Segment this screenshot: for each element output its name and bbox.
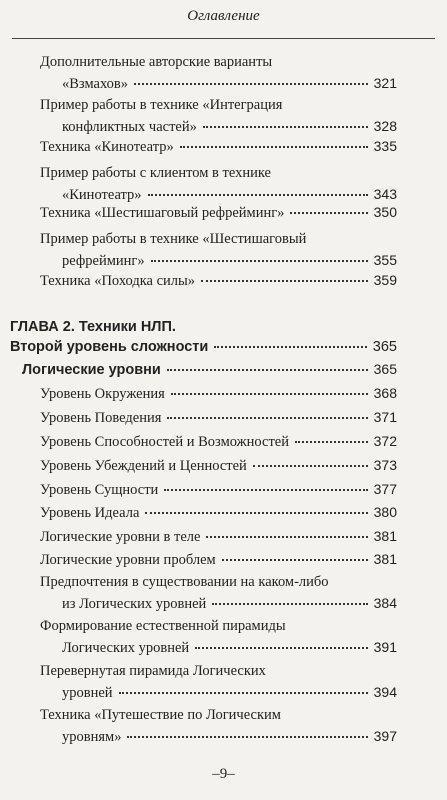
header-divider: [12, 38, 435, 39]
toc-entry: [40, 705, 397, 748]
toc-entry-text: Пример работы с клиентом в технике: [40, 165, 271, 181]
toc-entry-text: Перевернутая пирамида Логических: [40, 663, 266, 679]
toc-entry: [40, 572, 397, 615]
toc-entry: [40, 455, 397, 477]
toc-page-number: 365: [373, 361, 397, 377]
toc-entry: [40, 502, 397, 524]
toc-page-number: 394: [373, 684, 397, 700]
toc-page-number: 359: [373, 272, 397, 288]
dot-leader: [164, 489, 367, 491]
toc-section-entry: [22, 359, 397, 381]
toc-page-number: 384: [373, 595, 397, 611]
toc-page-number: 365: [372, 339, 397, 355]
dot-leader: [203, 126, 368, 128]
toc-page-number: 371: [373, 409, 397, 425]
toc-entry: [40, 52, 397, 95]
toc-entry-text: Техника «Походка силы»: [40, 273, 196, 289]
toc-entry: [40, 136, 397, 158]
dot-leader: [295, 441, 368, 443]
dot-leader: [222, 559, 368, 561]
dot-leader: [201, 280, 368, 282]
toc-entry: [40, 270, 397, 292]
toc-page-number: 350: [373, 204, 397, 220]
toc-entry-text: Дополнительные авторские варианты: [40, 54, 273, 70]
toc-entry-text: Техника «Кинотеатр»: [40, 139, 174, 155]
toc-entry-text: конфликтных частей»: [62, 119, 197, 135]
toc-entry-text: из Логических уровней: [62, 596, 207, 612]
toc-entry-text: Пример работы в технике «Интеграция: [40, 97, 283, 113]
chapter-title: ГЛАВА 2. Техники НЛП.: [10, 319, 176, 335]
toc-entry: [40, 407, 397, 429]
toc-entry-text: Пример работы в технике «Шестишаговый: [40, 231, 307, 247]
toc-entry-text: «Взмахов»: [62, 76, 129, 92]
toc-page-number: 391: [373, 639, 397, 655]
toc-entry-text: Предпочтения в существовании на каком-либо: [40, 574, 329, 590]
dot-leader: [195, 647, 367, 649]
dot-leader: [212, 603, 367, 605]
dot-leader: [127, 736, 367, 738]
toc-entry: [40, 95, 397, 138]
toc-entry: [40, 229, 397, 272]
dot-leader: [180, 146, 368, 148]
dot-leader: [206, 536, 367, 538]
toc-entry-text: Логических уровней: [62, 640, 190, 656]
toc-page-number: 381: [373, 551, 397, 567]
toc-entry-text: Логические уровни проблем: [40, 552, 216, 568]
toc-entry: [40, 383, 397, 405]
toc-entry: [40, 661, 397, 704]
toc-entry-text: Логические уровни в теле: [40, 529, 201, 545]
toc-entry-text: Уровень Поведения: [40, 410, 162, 426]
dot-leader: [171, 393, 368, 395]
toc-page-number: 397: [373, 728, 397, 744]
dot-leader: [134, 83, 368, 85]
dot-leader: [119, 692, 368, 694]
toc-page-number: 373: [373, 457, 397, 473]
toc-page-number: 328: [373, 118, 397, 134]
dot-leader: [253, 465, 368, 467]
dot-leader: [148, 194, 368, 196]
toc-entry-text: Уровень Идеала: [40, 505, 140, 521]
chapter-heading: [10, 317, 397, 357]
toc-page-number: 335: [373, 138, 397, 154]
toc-entry: [40, 526, 397, 548]
page-number: –9–: [212, 766, 235, 782]
toc-entry: [40, 431, 397, 453]
toc-entry-text: Техника «Шестишаговый рефрейминг»: [40, 205, 285, 221]
toc-entry-text: Формирование естественной пирамиды: [40, 618, 286, 634]
dot-leader: [167, 369, 368, 371]
toc-entry-text: уровням»: [62, 729, 122, 745]
toc-page-number: 372: [373, 433, 397, 449]
toc-entry: [40, 549, 397, 571]
toc-entry-text: уровней: [62, 685, 113, 701]
toc-entry-text: Уровень Убеждений и Ценностей: [40, 458, 247, 474]
toc-page-number: 368: [373, 385, 397, 401]
dot-leader: [167, 417, 367, 419]
toc-entry-text: Уровень Сущности: [40, 482, 159, 498]
toc-page-number: 321: [373, 75, 397, 91]
dot-leader: [214, 346, 366, 348]
toc-entry: [40, 202, 397, 224]
dot-leader: [290, 212, 367, 214]
dot-leader: [145, 512, 367, 514]
toc-page-number: 380: [373, 504, 397, 520]
toc-page-number: 377: [373, 481, 397, 497]
toc-entry-text: Уровень Окружения: [40, 386, 165, 402]
toc-entry: [40, 616, 397, 659]
toc-entry-text: Техника «Путешествие по Логическим: [40, 707, 281, 723]
toc-page-number: 381: [373, 528, 397, 544]
toc-page-number: 355: [373, 252, 397, 268]
toc-entry-text: «Кинотеатр»: [62, 187, 142, 203]
chapter-subtitle: Второй уровень сложности: [10, 339, 209, 355]
page-title: Оглавление: [187, 8, 260, 24]
toc-entry-text: Логические уровни: [22, 362, 161, 378]
page-header: [0, 0, 447, 40]
dot-leader: [151, 260, 368, 262]
toc-entry-text: рефрейминг»: [62, 253, 145, 269]
toc-entry: [40, 163, 397, 206]
toc-entry: [40, 479, 397, 501]
toc-page-number: 343: [373, 186, 397, 202]
toc-entry-text: Уровень Способностей и Возможностей: [40, 434, 290, 450]
